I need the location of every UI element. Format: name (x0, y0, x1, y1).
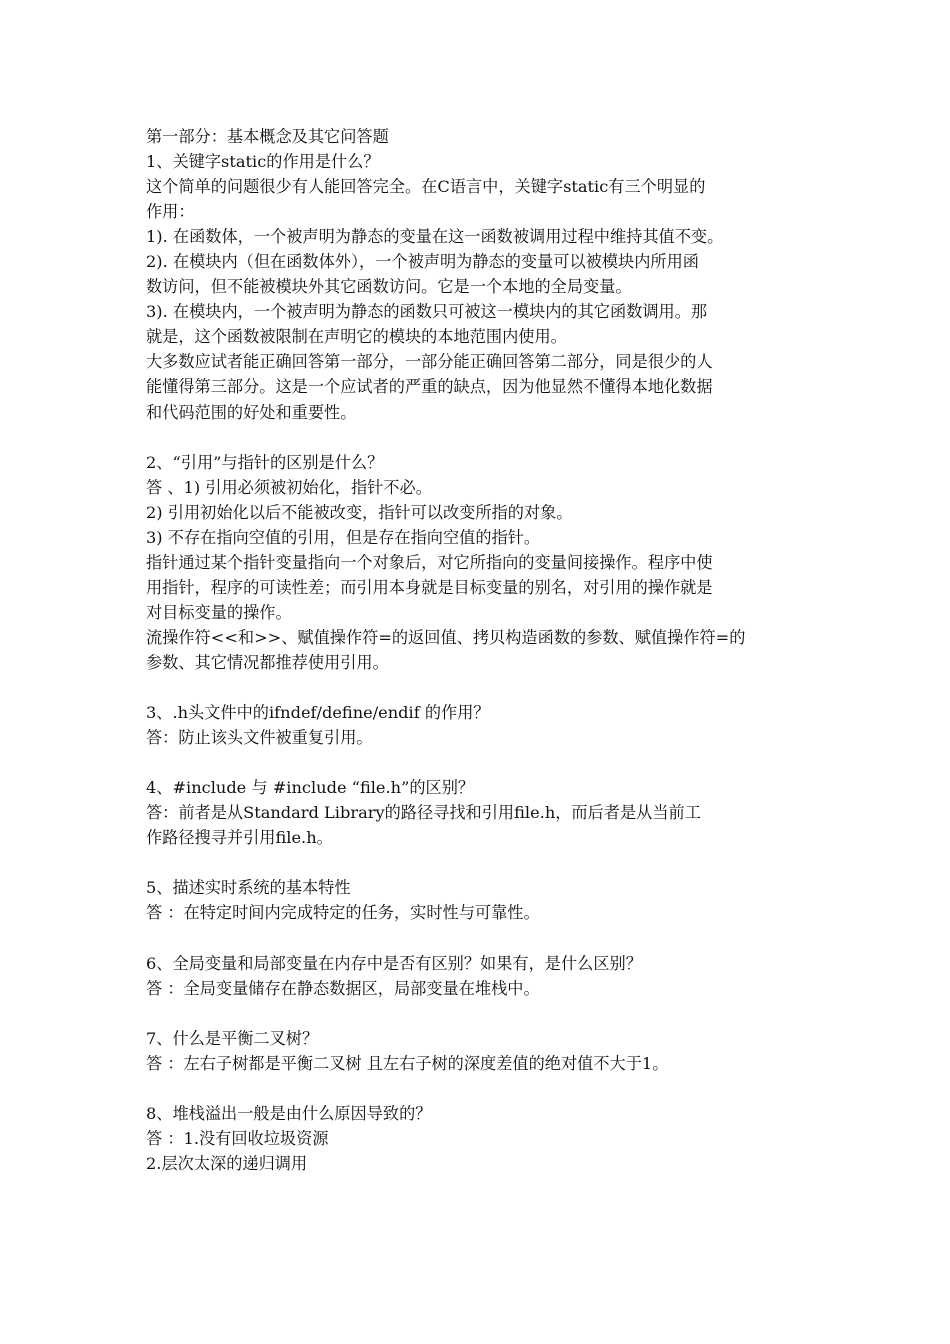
text-line: 流操作符<<和>>、赋值操作符=的返回值、拷贝构造函数的参数、赋值操作符=的 (146, 627, 746, 647)
question-1-title: 1、关键字static的作用是什么？ (146, 152, 380, 172)
blank-line (146, 850, 816, 875)
blank-line (146, 675, 816, 700)
blank-line (146, 1076, 816, 1101)
text-line: 2) 引用初始化以后不能被改变，指针可以改变所指的对象。 (146, 502, 573, 522)
text-line: 答 ：在特定时间内完成特定的任务，实时性与可靠性。 (146, 903, 540, 923)
text-line: 1). 在函数体，一个被声明为静态的变量在这一函数被调用过程中维持其值不变。 (146, 227, 724, 247)
text-line: 用指针，程序的可读性差；而引用本身就是目标变量的别名，对引用的操作就是 (146, 577, 713, 597)
question-8-title: 8、堆栈溢出一般是由什么原因导致的？ (146, 1103, 432, 1123)
text-line: 作路径搜寻并引用file.h。 (146, 828, 333, 848)
question-5-title: 5、描述实时系统的基本特性 (146, 878, 351, 898)
question-2-title: 2、“引用”与指针的区别是什么？ (146, 452, 384, 472)
text-line: 作用： (146, 202, 195, 222)
text-line: 参数、其它情况都推荐使用引用。 (146, 652, 389, 672)
text-line: 就是，这个函数被限制在声明它的模块的本地范围内使用。 (146, 327, 567, 347)
text-line: 指针通过某个指针变量指向一个对象后，对它所指向的变量间接操作。程序中使 (146, 552, 713, 572)
text-line: 2). 在模块内（但在函数体外），一个被声明为静态的变量可以被模块内所用函 (146, 252, 699, 272)
document-page (146, 124, 816, 1176)
text-line: 答：防止该头文件被重复引用。 (146, 728, 373, 748)
blank-line (146, 1001, 816, 1026)
text-line: 答 ：1.没有回收垃圾资源 (146, 1128, 329, 1148)
section-title: 第一部分：基本概念及其它问答题 (146, 127, 389, 146)
question-6-title: 6、全局变量和局部变量在内存中是否有区别？如果有，是什么区别？ (146, 953, 642, 973)
text-line: 答 ：全局变量储存在静态数据区，局部变量在堆栈中。 (146, 978, 540, 998)
text-line: 2.层次太深的递归调用 (146, 1153, 308, 1173)
blank-line (146, 926, 816, 951)
text-line: 数访问，但不能被模块外其它函数访问。它是一个本地的全局变量。 (146, 277, 632, 297)
question-4-title: 4、#include 与 #include “file.h”的区别？ (146, 778, 475, 798)
text-line: 3). 在模块内，一个被声明为静态的函数只可被这一模块内的其它函数调用。那 (146, 302, 708, 322)
text-line: 能懂得第三部分。这是一个应试者的严重的缺点，因为他显然不懂得本地化数据 (146, 377, 713, 397)
text-line: 大多数应试者能正确回答第一部分，一部分能正确回答第二部分，同是很少的人 (146, 352, 713, 372)
text-line: 3) 不存在指向空值的引用，但是存在指向空值的指针。 (146, 527, 541, 547)
text-line: 这个简单的问题很少有人能回答完全。在C语言中，关键字static有三个明显的 (146, 177, 706, 197)
text-line: 和代码范围的好处和重要性。 (146, 402, 357, 422)
text-line: 答：前者是从Standard Library的路径寻找和引用file.h，而后者是从当前工 (146, 803, 701, 823)
blank-line (146, 750, 816, 775)
blank-line (146, 425, 816, 450)
question-3-title: 3、.h头文件中的ifndef/define/endif 的作用？ (146, 703, 490, 723)
text-line: 对目标变量的操作。 (146, 602, 292, 622)
text-line: 答 ：左右子树都是平衡二叉树 且左右子树的深度差值的绝对值不大于1。 (146, 1053, 669, 1073)
question-7-title: 7、什么是平衡二叉树？ (146, 1028, 319, 1048)
text-line: 答 、1) 引用必须被初始化，指针不必。 (146, 477, 432, 497)
